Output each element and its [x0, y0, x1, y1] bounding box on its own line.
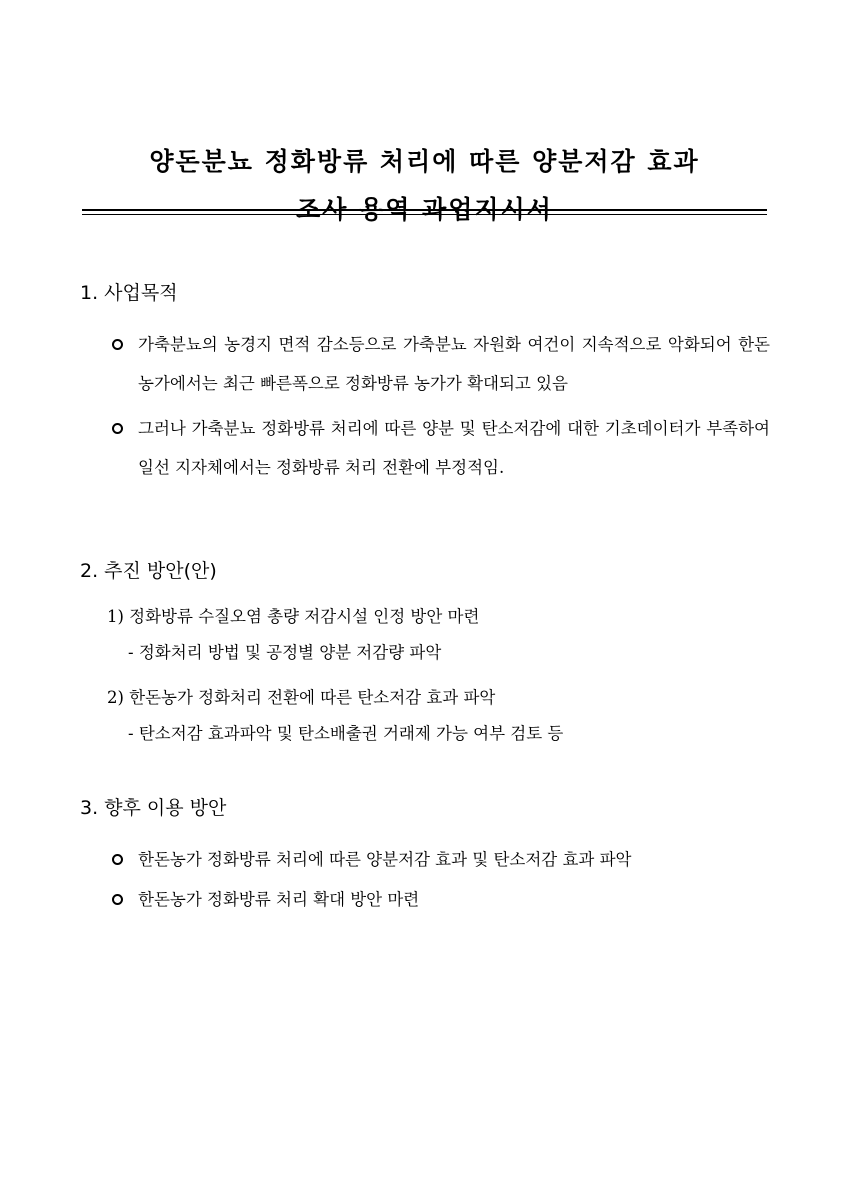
- title-underline-thin: [82, 214, 767, 215]
- section-heading-usage: 3. 향후 이용 방안: [80, 797, 227, 819]
- plan-subitem-2: - 탄소저감 효과파악 및 탄소배출권 거래제 가능 여부 검토 등: [128, 724, 564, 743]
- usage-item-text: 한돈농가 정화방류 처리에 따른 양분저감 효과 및 탄소저감 효과 파악: [138, 850, 632, 869]
- section-heading-purpose: 1. 사업목적: [80, 282, 178, 304]
- hollow-circle-bullet-icon: [112, 854, 123, 865]
- purpose-item-text: 그러나 가축분뇨 정화방류 처리에 따른 양분 및 탄소저감에 대한 기초데이터가 부족하여 일선 지자체에서는 정화방류 처리 전환에 부정적임.: [138, 419, 770, 477]
- section-plan: [80, 557, 770, 752]
- purpose-item: [80, 326, 770, 403]
- section-heading-plan: 2. 추진 방안(안): [80, 560, 217, 582]
- hollow-circle-bullet-icon: [112, 423, 123, 434]
- hollow-circle-bullet-icon: [112, 894, 123, 905]
- section-usage: [80, 794, 770, 918]
- title-line-2: 조사 용역 과업지시서: [296, 195, 553, 224]
- plan-item-1: 1) 정화방류 수질오염 총량 저감시설 인정 방안 마련: [107, 607, 480, 626]
- usage-item: [80, 882, 770, 918]
- plan-subitem-1: - 정화처리 방법 및 공정별 양분 저감량 파악: [128, 643, 442, 662]
- hollow-circle-bullet-icon: [112, 339, 123, 350]
- purpose-item-text: 가축분뇨의 농경지 면적 감소등으로 가축분뇨 자원화 여건이 지속적으로 악화되어 한돈 농가에서는 최근 빠른폭으로 정화방류 농가가 확대되고 있음: [138, 335, 770, 393]
- usage-item-text: 한돈농가 정화방류 처리 확대 방안 마련: [138, 890, 420, 909]
- usage-item: [80, 842, 770, 878]
- plan-item-2: 2) 한돈농가 정화처리 전환에 따른 탄소저감 효과 파악: [107, 688, 496, 707]
- title-line-1: 양돈분뇨 정화방류 처리에 따른 양분저감 효과: [149, 147, 700, 176]
- document-title: [82, 138, 767, 234]
- purpose-item: [80, 410, 770, 487]
- title-underline-thick: [82, 209, 767, 211]
- section-purpose: [80, 279, 770, 487]
